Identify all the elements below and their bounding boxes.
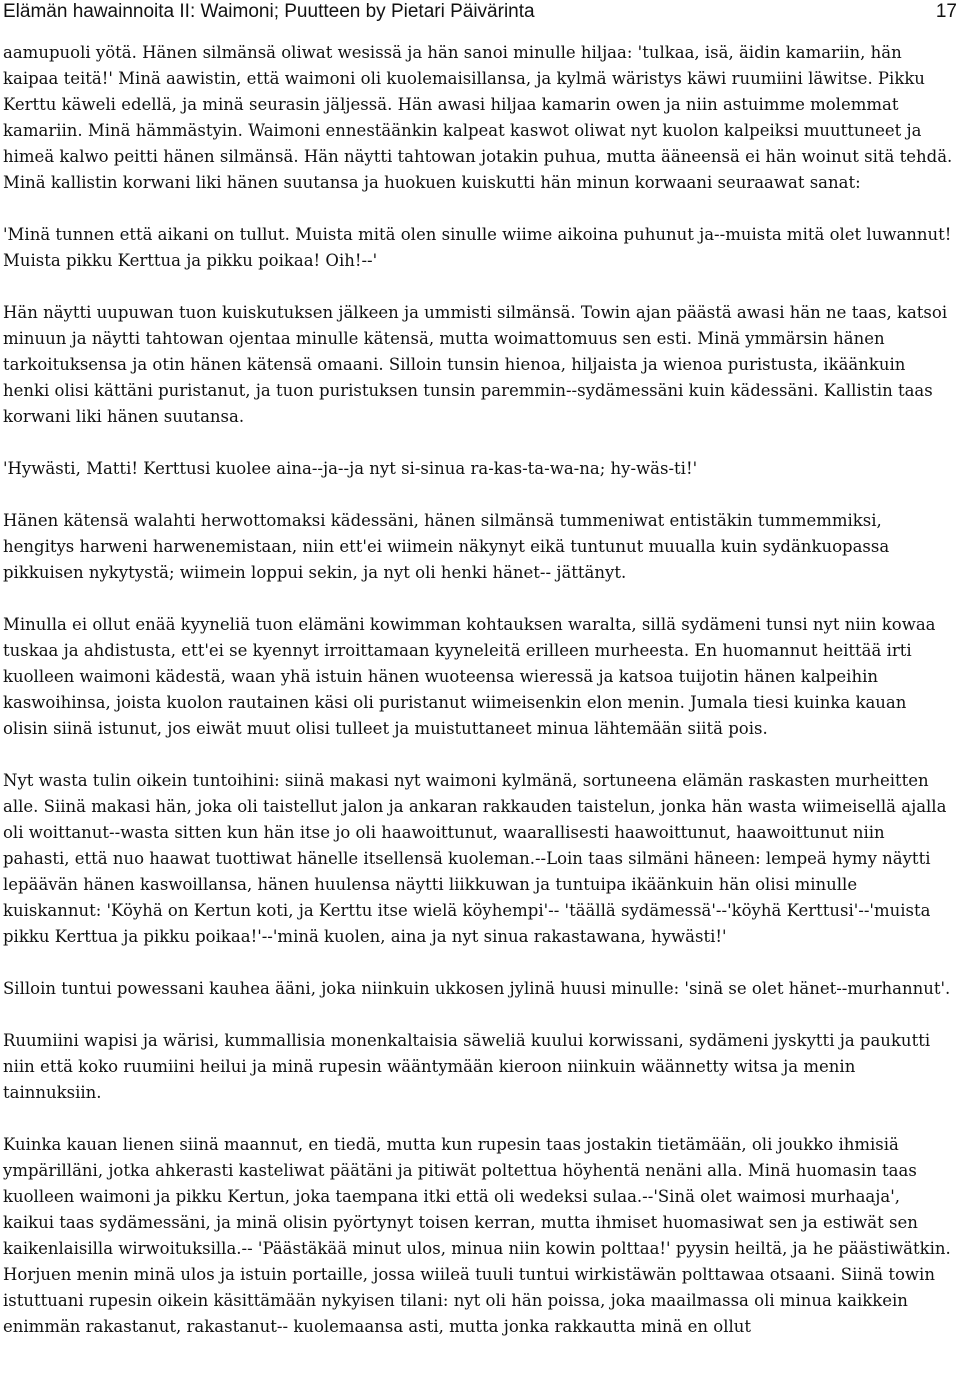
paragraph: Minulla ei ollut enää kyyneliä tuon elämäni kowimman kohtauksen waralta, sillä sydämeni tunsi nyt niin kowaa tuskaa ja ahdistusta, ett'ei se kyennyt irroittamaan kyyneleitä erilleen murheesta. En huomannut heittää irti kuolleen waimoni kädestä, waan yhä istuin hänen wuoteensa wieressä ja katsoa tuijotin hänen kalpeihin kaswoihinsa, joista kuolon rautainen käsi oli puristanut wiimeisenkin elon menin. Jumala tiesi kuinka kauan olisin siinä istunut, jos eiwät muut olisi tulleet ja muistuttaneet minua lähtemään siitä pois.	[3, 615, 936, 738]
paragraph: aamupuoli yötä. Hänen silmänsä oliwat wesissä ja hän sanoi minulle hiljaa: 'tulkaa, isä, äidin kamariin, hän kaipaa teitä!' Minä aawistin, että waimoni oli kuolemaisillansa, ja kylmä wäristys käwi ruumiini läwitse. Pikku Kerttu käweli edellä, ja minä seurasin jäljessä. Hän awasi hiljaa kamarin owen ja niin astuimme molemmat kamariin. Minä hämmästyin. Waimoni ennestäänkin kalpeat kaswot oliwat nyt kuolon kalpeiksi muuttuneet ja himeä kalwo peitti hänen silmänsä. Hän näytti tahtowan jotakin puhua, mutta ääneensä ei hän woinut sitä tehdä. Minä kallistin korwani liki hänen suutansa ja huokuen kuiskutti hän minun korwaani seuraawat sanat:	[3, 43, 953, 192]
paragraph: Ruumiini wapisi ja wärisi, kummallisia monenkaltaisia säweliä kuului korwissani, sydämeni jyskytti ja paukutti niin että koko ruumiini heilui ja minä rupesin wääntymään kieroon niinkuin wäännetty witsa ja menin tainnuksiin.	[3, 1031, 931, 1102]
book-title: Elämän hawainnoita II: Waimoni; Puutteen by Pietari Päivärinta	[3, 1, 535, 22]
page-body	[3, 40, 955, 1340]
page-header	[3, 0, 957, 28]
paragraph: 'Minä tunnen että aikani on tullut. Muista mitä olen sinulle wiime aikoina puhunut ja--muista mitä olet luwannut! Muista pikku Kerttua ja pikku poikaa! Oih!--'	[3, 225, 952, 270]
paragraph: Nyt wasta tulin oikein tuntoihini: siinä makasi nyt waimoni kylmänä, sortuneena elämän raskasten murheitten alle. Siinä makasi hän, joka oli taistellut jalon ja ankaran rakkauden taistelun, jonka hän wasta wiimeisellä ajalla oli woittanut--wasta sitten kun hän itse jo oli haawoittunut, waarallisesti haawoittunut, haawoittunut niin pahasti, että nuo haawat tuottiwat hänelle itsellensä kuoleman.--Loin taas silmäni häneen: lempeä hymy näytti lepäävän hänen kaswoillansa, hänen huulensa näytti liikkuwan ja tuntuipa ikäänkuin hän olisi minulle kuiskannut: 'Köyhä on Kertun koti, ja Kerttu itse wielä köyhempi'-- 'täällä sydämessä'--'köyhä Kerttusi'--'muista pikku Kerttua ja pikku poikaa!'--'minä kuolen, aina ja nyt sinua rakastawana, hywästi!'	[3, 771, 947, 946]
paragraph: Silloin tuntui powessani kauhea ääni, joka niinkuin ukkosen jylinä huusi minulle: 'sinä se olet hänet--murhannut'.	[3, 979, 951, 998]
paragraph: 'Hywästi, Matti! Kerttusi kuolee aina--ja--ja nyt si-sinua ra-kas-ta-wa-na; hy-wäs-ti!'	[3, 459, 698, 478]
paragraph: Kuinka kauan lienen siinä maannut, en tiedä, mutta kun rupesin taas jostakin tietämään, oli joukko ihmisiä ympärilläni, jotka ahkerasti kasteliwat päätäni ja pitiwät poltettua höyhentä nenäni alla. Minä huomasin taas kuolleen waimoni ja pikku Kertun, joka taempana itki että oli wedeksi sulaa.--'Sinä olet waimosi murhaaja', kaikui taas sydämessäni, ja minä olisin pyörtynyt toisen kerran, mutta ihmiset huomasiwat sen ja estiwät sen kaikenlaisilla wirwoituksilla.-- 'Päästäkää minut ulos, minua niin kowin polttaa!' pyysin heiltä, ja he päästiwätkin. Horjuen menin minä ulos ja istuin portaille, jossa wiileä tuuli tuntui wirkistäwän polttawaa otsaani. Siinä towin istuttuani rupesin oikein käsittämään nykyisen tilani: nyt oli hän poissa, joka maailmassa oli minua kaikkein enimmän rakastanut, rakastanut-- kuolemaansa asti, mutta jonka rakkautta minä en ollut	[3, 1135, 951, 1336]
paragraph: Hänen kätensä walahti herwottomaksi kädessäni, hänen silmänsä tummeniwat entistäkin tummemmiksi, hengitys harweni harwenemistaan, niin ett'ei wiimein näkynyt eikä tuntunut muualla kuin sydänkuopassa pikkuisen nykytystä; wiimein loppui sekin, ja nyt oli henki hänet-- jättänyt.	[3, 511, 890, 582]
paragraph: Hän näytti uupuwan tuon kuiskutuksen jälkeen ja ummisti silmänsä. Towin ajan päästä awasi hän ne taas, katsoi minuun ja näytti tahtowan ojentaa minulle kätensä, mutta woimattomuus sen esti. Minä ymmärsin hänen tarkoituksensa ja otin hänen kätensä omaani. Silloin tunsin hienoa, hiljaista ja wienoa puristusta, ikäänkuin henki olisi kättäni puristanut, ja tuon puristuksen tunsin paremmin--sydämessäni kuin kädessäni. Kallistin taas korwani liki hänen suutansa.	[3, 303, 948, 426]
page-number: 17	[935, 1, 957, 22]
